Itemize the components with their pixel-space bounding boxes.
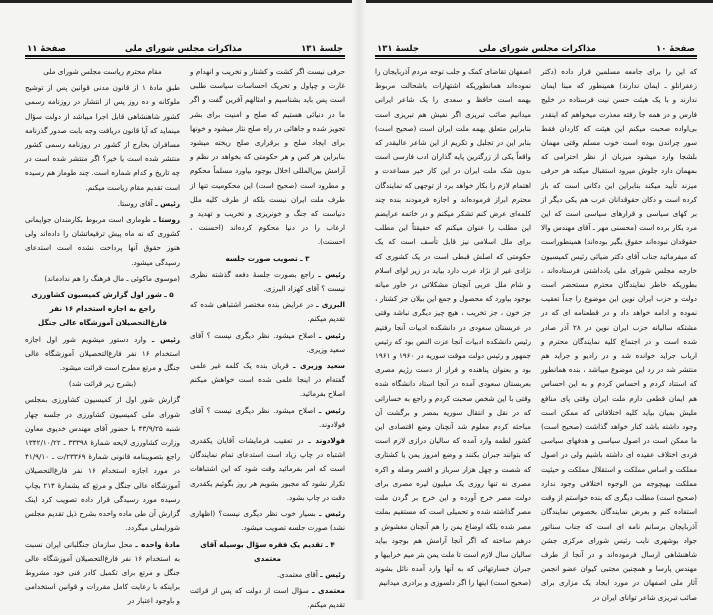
- speaker: روستا ـ: [153, 215, 180, 225]
- speech-text: آقای معتمدی.: [276, 569, 318, 579]
- speech: [190, 434, 345, 505]
- column-left: [375, 65, 531, 607]
- paragraph: که این را برای جامعه مسلمین قرار داده (دکتر زعفرانلو ـ ایمان ندارند) همینطور که مبنا ایمان ندارند و با یک هیئت حسن نیت فرستاده در خلیج فارس و در همه جا رفته معذرت میخواهم که اینقدر بی‌اواده صحبت میکنم این هیئت که کاردان فقط سور چراندن بوده است خوب مسلم وقتی مهمان بلشجا وارد میشود میزبان از نظر احترامی که بمهمان دارد جلوش میرود استقبال میکند هر حرفی میزند تأیید میکند بنابراین این دکانی است که باز کرده است و دکان حقوقدانان عرب هم یکی دیگر از بر کهای سیاسی و قرارهای سیاسی است که این مرد بکار برده است (محسنی مهر ـ آقای مهندس والا حقوقدان نبوده‌اند حقوق بگیر بوده‌اند) همینطوراست که میفرمائید جناب آقای دکتر ضیائی رئیس کمیسیون خارجه مجلس شورای ملی یادداشتی فرستاده‌اند ، بطوریکه خاطر نمایندگان محترم مستحضر است دولت و حزب ایران نوین این موضوع را جداً تعقیب نموده و ادامه خواهد داد و در قطعنامه ای که در مشتکه سالیانه حزب ایران نوین در ۲۸ آذر صادر شده است و در اجتماع کلیه نمایندگان محترم و ارباب جراید خوانده شد و در رادیو و جراید هم منتشر شد در رد این موضوع میباشد ، بنده همانطور که استناد کردم و احساس کردم و به این احساس هم ایمان قطعی دارم ملت ایران وقتی پای منافع ملیش بمیان بیاید کلیه اختلافاتی که ممکن است وجود داشته باشد کنار خواهد گذاشت (صحیح است) ما ممکن است در اصول سیاسی و هدفهای سیاسی فردی اختلاف عقیده ای داشته باشیم ولی در اصول مملکت و اساس مملکت و استقلال مملکت و حیثیت مملکت بهیچوجه من الوجوه اختلافی وجود ندارد (صحیح است) مطلب دیگری که بنده خواستم از وقت استفاده کنم و بعرض نمایندگان بخصوص نمایندگان آذربایجان برسانم نامه ای است که جناب سناتور جواد بوشهری نایب رئیس شورای مرکزی جشن شاهنشاهی ارسال فرموده‌اند و در آنجا از طرف مهندس پارسا و همچنین مجتبی کیوان عضو انجمن آثار ملی اصفهان در مورد ایجاد یک مزاری برای صائب تبریزی شاعر توانای ایران در: [540, 67, 697, 602]
- article-label: مادهٔ واحده ـ: [135, 539, 180, 549]
- page-10: [375, 40, 697, 600]
- speech: [190, 568, 345, 582]
- text-columns: [25, 65, 345, 615]
- header-rule-thin: [375, 58, 697, 59]
- speech: [25, 213, 180, 270]
- paragraph: اصفهان تقاضای کمک و جلب توجه مردم آذربایجان را نموده‌اند همانطوریکه اشتهارات باشحالت مربوط بهمه است حافظ و سعدی را یک شاعر ایرانی میدانیم صائب تبریزی اگر نفیش هم تبریزی است بنابراین متعلق بهمه ملت ایران است (صحیح است) بنابر این در تجلیل و تکریم از این شاعر عالیقدر که واقعاً یکی از زرگترین پایه گذاران ادب فارسی است بدون شک ملت ایران در این کار خیر مساعدت و اهتمام لازم را بکار خواهد برد از توجهی که نمایندگان محترم ابراز فرموده‌اند و اجازه فرمودند بنده چند کلمه‌ای عرض کنم تشکر میکنم و در خاتمه عرایضم این مطلب را عنوان میکنم که حقیقتاً این مطلب برای ملل اسلامی نیز قابل تأسف است که یک حکومتی که اصلش قبطی است در یک کشوری که نژادی غیر از نژاد عرب دارد بیاید در زیر لوای اسلام و شام ملل عربی آنچنان مشکلاتی در خاور میانه بوجود بیاورد که محصول و جمع این بیلان جز کشتار ، جز خون ، جز تخریب ، هیچ چیز دیگری نباشد وقتی در عربستان سعودی در دانشکده ادبیات آنجا رفتیم رئیس دانشکده ادبیات آنجا عزت النص بود که رئیس جمهور و رئیس دولت موقت سوریه در ۱۹۶۰ و ۱۹۶۱ بود و بعنوان پناهنده و فرار از دست رژیم مصری بعربستان سعودی آمده در آنجا استاد دانشگاه شده وقتی با این شخص صحبت کردم و راجع به خساراتی که در نقل و انتقال سوریه بمصر و برگشت آن مباحثه کردم معلوم شد آنچنان وضع اقتصادی این کشور لطمه وارد آمده که سالیان درازی لازم است که بتوانند جبران بکنند و وضع امروز یمن یا کشتاری که شصت و چهل هزار سرباز و افسر وصله و اکره مصری نه تنها روزی یک میلیون لیره مصری برای دولت مصر خرج آورده و این خرج بر گردن ملت مصر گذاشته شده و تحمیلی است که مستقیم بملت مصر شده بلکه اوضاع یمن را هم آنچنان مغشوش و درهم ساخته که اگر آنجا آرامش هم بوجود بیاید سالیان سال لازم است تا ملت یمن بتر میم خرابیها و جبران خسارتهائی که به آنها وارد آمده نائل بشوند (صحیح است) اینها را اگر دلسوزی و برادری میدانیم: [375, 67, 531, 588]
- speech: [25, 197, 180, 211]
- speech-text: سؤال است از دولت که پس از قرائت تقدیم میکنم.: [190, 586, 345, 610]
- speaker: رئیس ـ: [318, 405, 345, 415]
- speech-text: در تعقیب فرمایشات آقایان یکقدری اشتباه در چاپ زیاد است استدعای تمام نمایندگان است که امر بفرمائید وقت شود که این اشتباهات تکرار نشود که مجبور بشویم هر روز بگوئیم یکقدری دقت در چاپ بشود.: [190, 436, 345, 502]
- speaker: فولادوند ـ: [308, 436, 345, 446]
- speaker: رئیس ـ: [151, 334, 180, 344]
- speaker: معتمدی ـ: [312, 586, 345, 596]
- speech-text: طوماری است مربوط بکارمندان جوایمانی کشوری که نه ماه پیش ترفیعاتشان را داده‌اند ولی هنوز حقوق آنها پرداخت نشده است استدعای رسیدگی میشود.: [25, 215, 180, 267]
- speech-text: راجع بصورت جلسهٔ دفعه گذشته نظری نیست ؟ آقای کهزاد البرزی.: [190, 269, 345, 294]
- column-left: [25, 65, 180, 615]
- speech: [190, 584, 345, 612]
- text-columns: [375, 65, 697, 607]
- speech-text: اصلاح میشود. نظر دیگری نیست ؟ آقای سعید وزیری.: [190, 330, 345, 354]
- column-right: [190, 65, 345, 615]
- speech-text: بسیار خوب نظر دیگری نیست؟ (اظهاری نشد) صورت جلسه تصویب میشود.: [190, 509, 345, 533]
- letter-salutation: مقام محترم ریاست مجلس شورای ملی: [43, 67, 162, 76]
- speech: [190, 298, 345, 326]
- session-number: جلسهٔ ۱۳۱: [377, 44, 419, 54]
- speech: [190, 268, 345, 296]
- page-11: [25, 40, 345, 610]
- article-text: [25, 538, 180, 609]
- column-right: [541, 65, 697, 607]
- speaker: رئیس ـ: [318, 269, 345, 279]
- interjection: (موسوی ماکوئی ـ مال فرهنگ را هم ندادماند): [44, 273, 180, 283]
- paragraph: حرفی نیست اگر کشت و کشتار و تخریب و انهدام و غارت و چپاول و تحریک احساسات سیاست طلبی است پس باید بشناسیم و امثالهم آفرین گفت و اگر ما در دنیائی هستیم که صلح و امنیت برای بشر تجویز شده و جاهائی در راه صلح نثار میشود و خونها برای ایجاد صلح و برقراری صلح ریخته میشود بنابراین هر کس و هر حکومتی که بخواهد در نظم و آرامش بین‌المللی اخلال بوجود بیاورد مسلماً محکوم و مطرود است (صحیح است) این محکومیت تنها از طرف ملت ایران نیست بلکه از طرف کلیه ملل دنیاست که جنگ و خونریزی و تخریب و تهدید و ارعاب را در دنیا محکوم کرده‌اند (احسنت ، احسنت).: [190, 67, 345, 247]
- speaker: البرزی ـ: [316, 300, 345, 310]
- report-text: گزارش شور اول از کمیسیون کشاورزی بمجلس شورای ملی کمیسیون کشاورزی در جلسه چهار شنبه ۴۳/۹/۲۵ با حضور آقای مهندس خدیوی معاون وزارت کشاورزی لایحه شمارهٔ ۳۳۳۹۸ ـ ۱۳۴۲/۱۰/۲۲ راجع بتصویبنامه قانونی شمارهٔ ۲۳۳۶۹/ت ـ ۴۱/۹/۱۰ در مورد اجازه استخدام ۱۶ نفر فارغ‌التحصیلان آموزشگاه عالی جنگل و مرتع که بشمارهٔ ۲۱۴ بچاپ رسیده مورد رسیدگی قرار داده تصویب کرد اینک گزارش آن طی ماده واحده بشرح ذیل تقدیم مجلس شورایملی میگردد.: [25, 395, 181, 533]
- page-number: صفحهٔ ۱۰: [656, 44, 695, 54]
- header-rule: [25, 55, 345, 57]
- paragraph: طبق مادهٔ ۱ از قانون مدنی قوانین پس از توشیح ملوکانه و ده روز پس از انتشار در روزنامه رسمی کشور شاهنشاهی قابل اجرا میباشد از دولت سؤال مینماید که آیا قانون دریافت وجه بابت صدور گذرنامه مسافران بخارج از کشور در روزنامه رسمی کشور منتشر شده است یا خیر؟ اگر منتشر شده است در چه تاریخ و کدام شماره است. چند طومار هم رسیده است تقدیم مقام ریاست میکنم.: [25, 83, 181, 192]
- speaker: رئیس ـ: [320, 569, 345, 579]
- section-heading-3: ۳ ـ تصویب صورت جلسه: [225, 253, 310, 263]
- speech-text: وارد دستور میشویم شور اول اجازه استخدام ۱۶ نفر فارغ‌التحصیلان آموزشگاه عالی جنگل و مرتع مطرح است قرائت میشود.: [25, 334, 180, 373]
- page-header: [25, 40, 345, 54]
- speech: [190, 507, 345, 535]
- publication-title: مذاکرات مجلس شورای ملی: [478, 44, 597, 54]
- header-rule: [375, 55, 697, 57]
- page-number: صفحهٔ ۱۱: [27, 44, 66, 54]
- speaker: رئیس ـ: [318, 330, 345, 340]
- session-number: جلسهٔ ۱۳۱: [301, 44, 343, 54]
- article-body: محل سازمان جنگلبانی ایران نسبت به استخدام ۱۶ نفر فارغ‌التحصیلان آموزشگاه عالی جنگل و مرتع برای تکمیل کادر فنی خود مشروط براینکه با رعایت کامل مقررات و قوانین استخدامی و باوجود اعتبار در: [25, 539, 180, 606]
- page-header: [375, 40, 697, 54]
- section-heading-4: ۴ ـ تقدیم یک فقره سؤال بوسیله آقای معتمدی: [200, 539, 335, 563]
- speech: [190, 329, 345, 357]
- speech: [25, 333, 180, 376]
- speaker: رئیس ـ: [318, 509, 345, 519]
- speech-text: اصلاح میشود. نظر دیگری نیست ؟ آقای فولادوند.: [190, 405, 345, 429]
- speech: [190, 359, 345, 402]
- reading-note: (بشرح زیر قرائت شد): [68, 379, 137, 389]
- speaker: رئیس ـ: [155, 198, 180, 208]
- publication-title: مذاکرات مجلس شورای ملی: [124, 44, 243, 54]
- speech-text: آقای روستا.: [117, 198, 153, 208]
- speech-text: قربان بنده یک کلمه غیر علمی گفته‌ام در اینجا علمی شده است خواهش میکنم اصلاح بفرمائید.: [190, 361, 345, 399]
- speaker: سعید وزیری ـ: [293, 361, 345, 371]
- header-rule-thin: [25, 58, 345, 59]
- section-heading-5: ۵ ـ شور اول گزارش کمیسیون کشاورزی راجع به اجازه استخدام ۱۶ نفر فارغ‌التحصیلان آموزشگاه عالی جنگل: [31, 290, 174, 328]
- speech: [190, 404, 345, 432]
- speech-text: در عرایض بنده مختصر اشتباهی شده که تقدیم میکنم.: [190, 300, 345, 324]
